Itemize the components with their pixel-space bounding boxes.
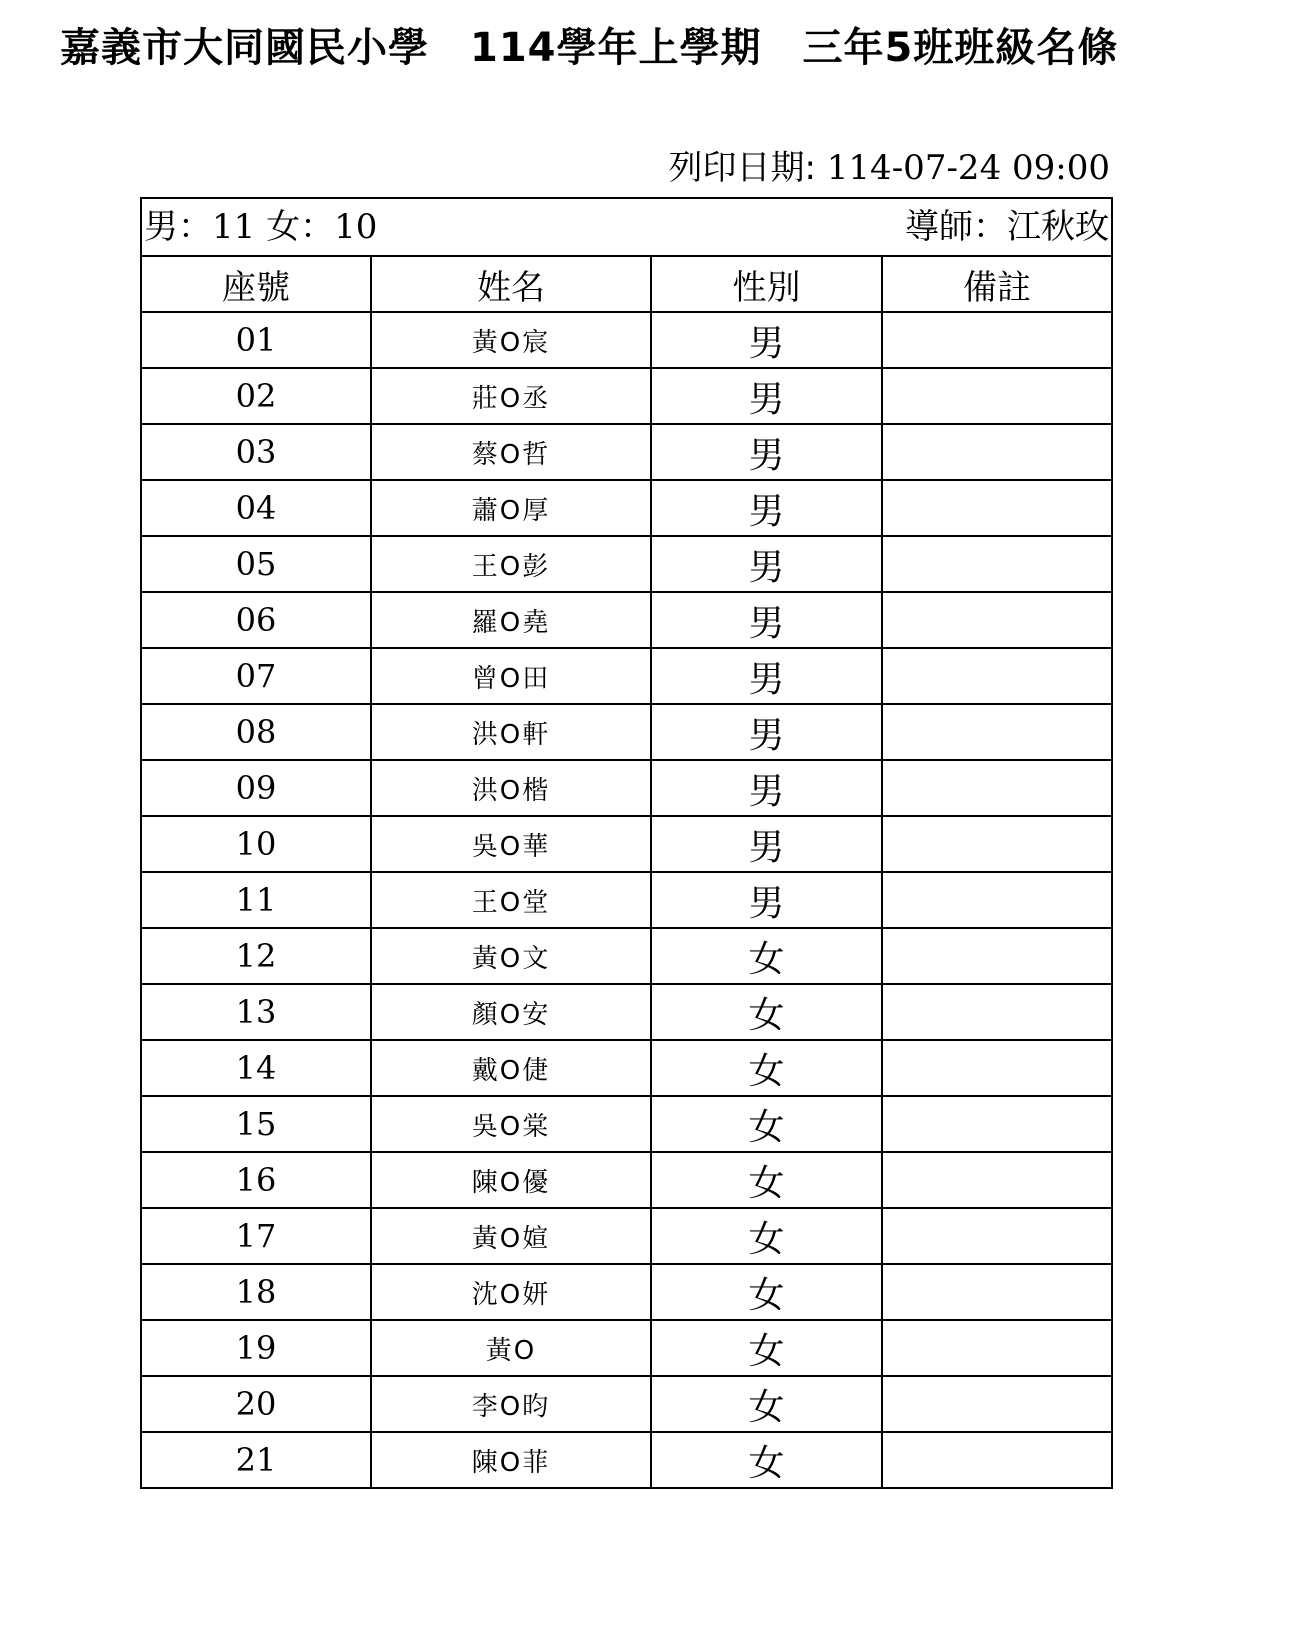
summary-cell — [141, 198, 1112, 256]
seat-cell: 12 — [141, 928, 371, 984]
table-row — [141, 480, 1112, 536]
student-name-cell: 曾O田 — [371, 648, 651, 704]
seat-cell: 19 — [141, 1320, 371, 1376]
student-name-cell: 陳O優 — [371, 1152, 651, 1208]
student-name-cell: 黃O文 — [371, 928, 651, 984]
gender-cell: 女 — [651, 1320, 882, 1376]
note-cell — [882, 592, 1112, 648]
student-name-cell: 洪O軒 — [371, 704, 651, 760]
seat-cell: 20 — [141, 1376, 371, 1432]
note-cell — [882, 760, 1112, 816]
note-cell — [882, 1040, 1112, 1096]
note-cell — [882, 536, 1112, 592]
male-count: 11 — [212, 207, 256, 247]
seat-cell: 21 — [141, 1432, 371, 1488]
note-cell — [882, 1152, 1112, 1208]
seat-cell: 02 — [141, 368, 371, 424]
gender-cell: 女 — [651, 1432, 882, 1488]
student-name-cell: 黃O宸 — [371, 312, 651, 368]
print-date-label: 列印日期: — [668, 148, 816, 188]
note-cell — [882, 872, 1112, 928]
female-count-label: 女： — [266, 207, 335, 247]
column-header-seat: 座號 — [141, 256, 371, 312]
student-name-cell: 羅O堯 — [371, 592, 651, 648]
table-row — [141, 1096, 1112, 1152]
seat-cell: 01 — [141, 312, 371, 368]
student-name-cell: 莊O丞 — [371, 368, 651, 424]
gender-cell: 男 — [651, 312, 882, 368]
teacher-label: 導師： — [905, 207, 1007, 247]
student-name-cell: 蔡O哲 — [371, 424, 651, 480]
roster-body — [141, 198, 1112, 1488]
note-cell — [882, 424, 1112, 480]
gender-cell: 男 — [651, 872, 882, 928]
student-name-cell: 陳O菲 — [371, 1432, 651, 1488]
note-cell — [882, 816, 1112, 872]
table-row — [141, 1320, 1112, 1376]
table-row — [141, 368, 1112, 424]
male-count-label: 男： — [144, 207, 212, 247]
note-cell — [882, 1264, 1112, 1320]
note-cell — [882, 648, 1112, 704]
seat-cell: 18 — [141, 1264, 371, 1320]
note-cell — [882, 368, 1112, 424]
table-row — [141, 424, 1112, 480]
column-header-gender: 性別 — [651, 256, 882, 312]
student-name-cell: 蕭O厚 — [371, 480, 651, 536]
note-cell — [882, 1096, 1112, 1152]
table-row — [141, 1152, 1112, 1208]
seat-cell: 13 — [141, 984, 371, 1040]
seat-cell: 06 — [141, 592, 371, 648]
class-roster-table — [140, 197, 1113, 1489]
seat-cell: 10 — [141, 816, 371, 872]
gender-cell: 男 — [651, 760, 882, 816]
seat-cell: 03 — [141, 424, 371, 480]
student-name-cell: 王O堂 — [371, 872, 651, 928]
gender-cell: 男 — [651, 536, 882, 592]
gender-cell: 男 — [651, 592, 882, 648]
seat-cell: 04 — [141, 480, 371, 536]
student-name-cell: 吳O棠 — [371, 1096, 651, 1152]
table-row — [141, 1376, 1112, 1432]
gender-cell: 男 — [651, 424, 882, 480]
note-cell — [882, 984, 1112, 1040]
table-row — [141, 1040, 1112, 1096]
student-name-cell: 黃O媗 — [371, 1208, 651, 1264]
note-cell — [882, 928, 1112, 984]
note-cell — [882, 1320, 1112, 1376]
gender-cell: 男 — [651, 648, 882, 704]
table-row — [141, 592, 1112, 648]
document-title: 嘉義市大同國民小學 114學年上學期 三年5班班級名條 — [60, 25, 1119, 71]
table-row — [141, 1208, 1112, 1264]
gender-cell: 女 — [651, 1096, 882, 1152]
table-row — [141, 984, 1112, 1040]
gender-cell: 女 — [651, 928, 882, 984]
table-row — [141, 704, 1112, 760]
student-name-cell: 李O昀 — [371, 1376, 651, 1432]
student-name-cell: 沈O妍 — [371, 1264, 651, 1320]
gender-cell: 女 — [651, 1208, 882, 1264]
note-cell — [882, 312, 1112, 368]
gender-cell: 女 — [651, 984, 882, 1040]
gender-cell: 男 — [651, 368, 882, 424]
gender-cell: 男 — [651, 704, 882, 760]
table-row — [141, 760, 1112, 816]
gender-cell: 女 — [651, 1376, 882, 1432]
seat-cell: 08 — [141, 704, 371, 760]
homeroom-teacher — [905, 205, 1109, 249]
student-name-cell: 顏O安 — [371, 984, 651, 1040]
female-count: 10 — [334, 207, 378, 247]
seat-cell: 09 — [141, 760, 371, 816]
table-row — [141, 536, 1112, 592]
student-name-cell: 黃O — [371, 1320, 651, 1376]
seat-cell: 11 — [141, 872, 371, 928]
table-row — [141, 312, 1112, 368]
student-name-cell: 王O彭 — [371, 536, 651, 592]
note-cell — [882, 1208, 1112, 1264]
seat-cell: 15 — [141, 1096, 371, 1152]
student-name-cell: 吳O華 — [371, 816, 651, 872]
note-cell — [882, 480, 1112, 536]
note-cell — [882, 1432, 1112, 1488]
table-row — [141, 872, 1112, 928]
seat-cell: 14 — [141, 1040, 371, 1096]
gender-cell: 男 — [651, 480, 882, 536]
print-date — [669, 146, 1110, 190]
gender-cell: 女 — [651, 1040, 882, 1096]
summary-row — [141, 198, 1112, 256]
table-row — [141, 1432, 1112, 1488]
table-row — [141, 928, 1112, 984]
seat-cell: 07 — [141, 648, 371, 704]
seat-cell: 17 — [141, 1208, 371, 1264]
note-cell — [882, 1376, 1112, 1432]
table-row — [141, 1264, 1112, 1320]
teacher-name: 江秋玫 — [1007, 207, 1109, 247]
table-row — [141, 648, 1112, 704]
note-cell — [882, 704, 1112, 760]
student-name-cell: 洪O楷 — [371, 760, 651, 816]
gender-cell: 男 — [651, 816, 882, 872]
student-name-cell: 戴O倢 — [371, 1040, 651, 1096]
column-header-note: 備註 — [882, 256, 1112, 312]
column-header-row — [141, 256, 1112, 312]
seat-cell: 05 — [141, 536, 371, 592]
print-date-value: 114-07-24 09:00 — [826, 148, 1110, 188]
gender-count — [144, 205, 377, 249]
table-row — [141, 816, 1112, 872]
seat-cell: 16 — [141, 1152, 371, 1208]
gender-cell: 女 — [651, 1264, 882, 1320]
gender-cell: 女 — [651, 1152, 882, 1208]
column-header-name: 姓名 — [371, 256, 651, 312]
